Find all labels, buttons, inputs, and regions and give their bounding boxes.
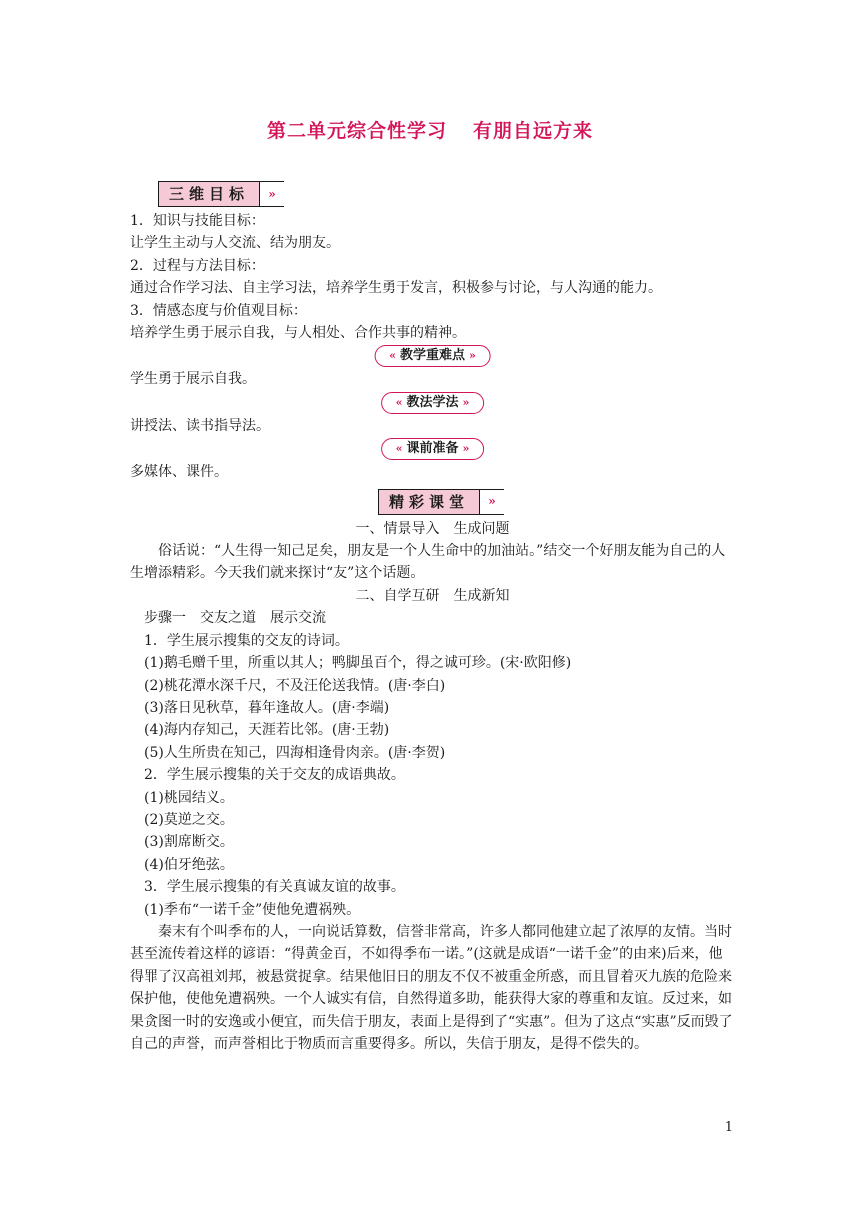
objective-line: 让学生主动与人交流、结为朋友。 (130, 235, 340, 252)
keypoint-text: 学生勇于展示自我。 (130, 371, 256, 388)
objective-line: 2．过程与方法目标： (130, 257, 265, 274)
story-title: (1)季布“一诺千金”使他免遭祸殃。 (144, 901, 361, 918)
heading-method: « 教法学法 » (130, 391, 735, 415)
double-arrow-icon: » (488, 494, 496, 509)
story-paragraph: 秦末有个叫季布的人，一向说话算数，信誉非常高，许多人都同他建立起了浓厚的友情。当时甚至流传着这样的谚语：“得黄金百，不如得季布一诺。”(这就是成语“一诺千金”的由来)后来，他得罪了汉高祖刘邦，被悬赏捉拿。结果他旧日的朋友不仅不被重金所惑，而且冒着灭九族的危险来保护他，使他免遭祸殃。一个人诚实有信，自然得道多助，能获得大家的尊重和友谊。反过来，如果贪图一时的安逸或小便宜，而失信于朋友，表面上是得到了“实惠”。但为了这点“实惠”反而毁了自己的声誉，而声誉相比于物质而言重要得多。所以，失信于朋友，是得不偿失的。 (130, 923, 733, 1052)
document-body (130, 178, 735, 1055)
idiom-line: (3)割席断交。 (144, 834, 234, 851)
title-sub: 有朋自远方来 (473, 120, 594, 142)
title-main: 第二单元综合性学习 (266, 120, 447, 142)
objective-line: 通过合作学习法、自主学习法，培养学生勇于发言，积极参与讨论，与人沟通的能力。 (130, 280, 662, 297)
prep-text: 多媒体、课件。 (130, 464, 228, 481)
idiom-line: (4)伯牙绝弦。 (144, 856, 234, 873)
list-item: 3．学生展示搜集的有关真诚友谊的故事。 (144, 879, 405, 896)
method-text: 讲授法、读书指导法。 (130, 417, 270, 434)
poem-line: (2)桃花潭水深千尺，不及汪伦送我情。(唐·李白) (144, 677, 446, 694)
idiom-line: (1)桃园结义。 (144, 789, 234, 806)
list-item: 1．学生展示搜集的交友的诗词。 (144, 632, 349, 649)
double-arrow-icon: » (268, 186, 276, 201)
objective-line: 3．情感态度与价值观目标： (130, 302, 307, 319)
right-arrow-icon: » (462, 395, 470, 409)
idiom-line: (2)莫逆之交。 (144, 811, 234, 828)
right-arrow-icon: » (469, 349, 476, 363)
left-arrow-icon: « (395, 395, 403, 409)
heading-prep: « 课前准备 » (130, 437, 735, 461)
step-heading: 步骤一 交友之道 展示交流 (144, 610, 326, 627)
section-heading-1: 一、情景导入 生成问题 (355, 520, 510, 537)
objective-line: 1．知识与技能目标： (130, 213, 265, 229)
left-arrow-icon: « (395, 442, 403, 456)
section-banner-objectives (130, 178, 735, 210)
section-heading-2: 二、自学互研 生成新知 (355, 587, 510, 604)
banner-label: 三维目标 (158, 181, 260, 207)
objective-line: 培养学生勇于展示自我，与人相处、合作共事的精神。 (130, 325, 466, 342)
page-title (0, 116, 860, 143)
page-number: 1 (724, 1120, 733, 1135)
section-banner-classroom (130, 486, 735, 518)
left-arrow-icon: « (389, 349, 396, 363)
heading-keypoint: « 教学重难点 » (130, 344, 735, 368)
poem-line: (5)人生所贵在知己，四海相逢骨肉亲。(唐·李贺) (144, 744, 446, 761)
poem-line: (4)海内存知己，天涯若比邻。(唐·王勃) (144, 722, 390, 739)
poem-line: (1)鹅毛赠千里，所重以其人；鸭脚虽百个，得之诚可珍。(宋·欧阳修) (144, 655, 572, 672)
intro-paragraph: 俗话说：“人生得一知己足矣，朋友是一个人生命中的加油站。”结交一个好朋友能为自己的人生增添精彩。今天我们就来探讨“友”这个话题。 (130, 543, 726, 582)
list-item: 2．学生展示搜集的关于交友的成语典故。 (144, 767, 405, 784)
poem-line: (3)落日见秋草，暮年逢故人。(唐·李端) (144, 699, 390, 716)
banner-label: 精彩课堂 (378, 489, 480, 515)
right-arrow-icon: » (462, 442, 470, 456)
